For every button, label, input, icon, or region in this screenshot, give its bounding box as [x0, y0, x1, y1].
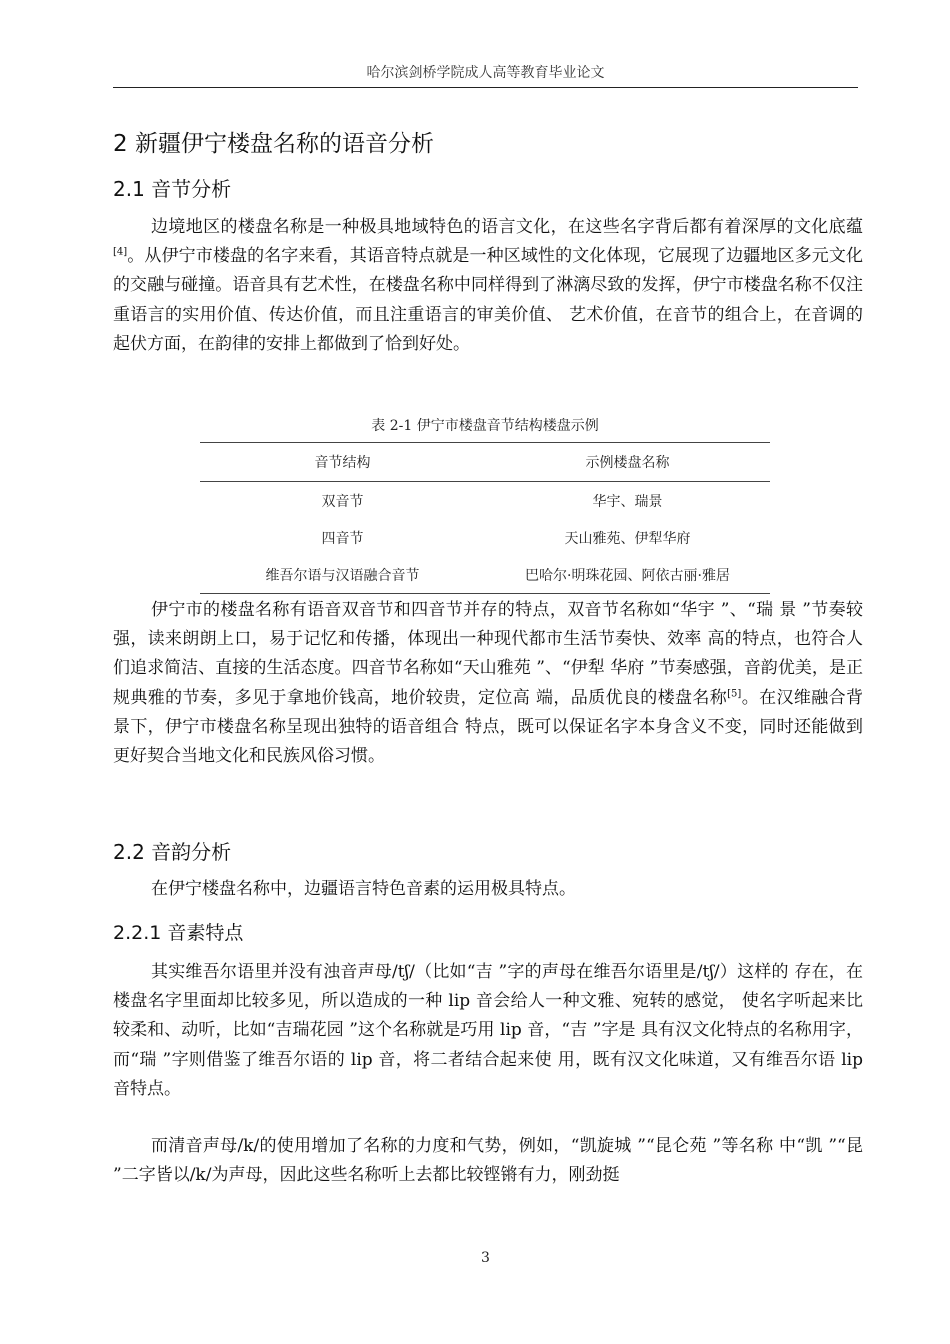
- paragraph-text: 边境地区的楼盘名称是一种极具地域特色的语言文化，在这些名字背后都有着深厚的文化底蕴: [151, 217, 863, 237]
- table-row: [200, 482, 770, 520]
- paragraph-phoneme-features: 其实维吾尔语里并没有浊音声母/tʃ/（比如“吉 ”字的声母在维吾尔语里是/tʃ/）这样的 存在，在楼盘名字里面却比较多见，所以造成的一种 lip 音会给人一种文雅、宛转的感觉， 使名字听起来比较柔和、动听，比如“吉瑞花园 ”这个名称就是巧用 lip 音，“吉 ”字是 具有汉文化特点的名称用字，而“瑞 ”字则借鉴了维吾尔语的 lip 音，将二者结合起来使 用，既有汉文化味道，又有维吾尔语 lip 音特点。: [113, 962, 863, 1099]
- table-cell: 天山雅苑、伊犁华府: [564, 530, 691, 547]
- table-cell: 巴哈尔·明珠花园、阿依古丽·雅居: [485, 556, 770, 594]
- column-header: 音节结构: [200, 443, 485, 482]
- table-row: [200, 556, 770, 594]
- section-heading-2-1: 2.1 音节分析: [113, 177, 232, 201]
- table-row: [200, 519, 770, 556]
- paragraph-text: 。从伊宁市楼盘的名字来看，其语音特点就是一种区域性的文化体现，它展现了边疆地区多元文化的交融与碰撞。语音具有艺术性，在楼盘名称中同样得到了淋漓尽致的发挥，伊宁市楼盘名称不仅注重语言的实用价值、传达价值，而且注重语言的审美价值、 艺术价值，在音节的组合上，在音调的起伏方面，在韵律的安排上都做到了恰到好处。: [113, 246, 863, 354]
- paragraph-rhyme-analysis: 在伊宁楼盘名称中，边疆语言特色音素的运用极具特点。: [151, 879, 576, 899]
- header-rule: [113, 87, 858, 88]
- paragraph-syllable-analysis: [113, 213, 863, 359]
- citation: [5]: [727, 687, 742, 699]
- column-header: 示例楼盘名称: [485, 443, 770, 482]
- table-cell: 四音节: [321, 530, 364, 547]
- section-heading-2-2: 2.2 音韵分析: [113, 840, 232, 864]
- table-header-row: [200, 443, 770, 482]
- table-cell: 华宇、瑞景: [592, 493, 663, 510]
- chapter-title: 2 新疆伊宁楼盘名称的语音分析: [113, 131, 434, 157]
- citation: [4]: [113, 246, 128, 258]
- section-heading-2-2-1: 2.2.1 音素特点: [113, 922, 244, 944]
- paragraph-syllable-coexistence: [113, 596, 863, 771]
- page-number: 3: [481, 1250, 490, 1266]
- paragraph-text: 伊宁市的楼盘名称有语音双音节和四音节并存的特点，双音节名称如“华宇 ”、“瑞 景 ”节奏较强，读来朗朗上口，易于记忆和传播，体现出一种现代都市生活节奏快、效率 高的特点，也符合人们追求简洁、直接的生活态度。四音节名称如“天山雅苑 ”、“伊犁 华府 ”节奏感强，音韵优美，是正规典雅的节奏，多见于拿地价钱高，地价较贵，定位高 端，品质优良的楼盘名称: [113, 600, 863, 708]
- paragraph-text: 。在汉维融合背景下，伊宁市楼盘名称呈现出独特的语音组合 特点，既可以保证名字本身含义不变，同时还能做到更好契合当地文化和民族风俗习惯。: [113, 687, 864, 767]
- table-caption: 表 2-1 伊宁市楼盘音节结构楼盘示例: [371, 418, 599, 434]
- table-cell: 维吾尔语与汉语融合音节: [200, 556, 485, 594]
- page-header: 哈尔滨剑桥学院成人高等教育毕业论文: [366, 65, 605, 81]
- syllable-structure-table: [200, 442, 770, 594]
- table-cell: 双音节: [321, 493, 364, 510]
- paragraph-voiceless-initial: 而清音声母/k/的使用增加了名称的力度和气势，例如，“凯旋城 ”“昆仑苑 ”等名称 中“凯 ”“昆 ”二字皆以/k/为声母，因此这些名称听上去都比较铿锵有力，刚劲挺: [113, 1136, 863, 1186]
